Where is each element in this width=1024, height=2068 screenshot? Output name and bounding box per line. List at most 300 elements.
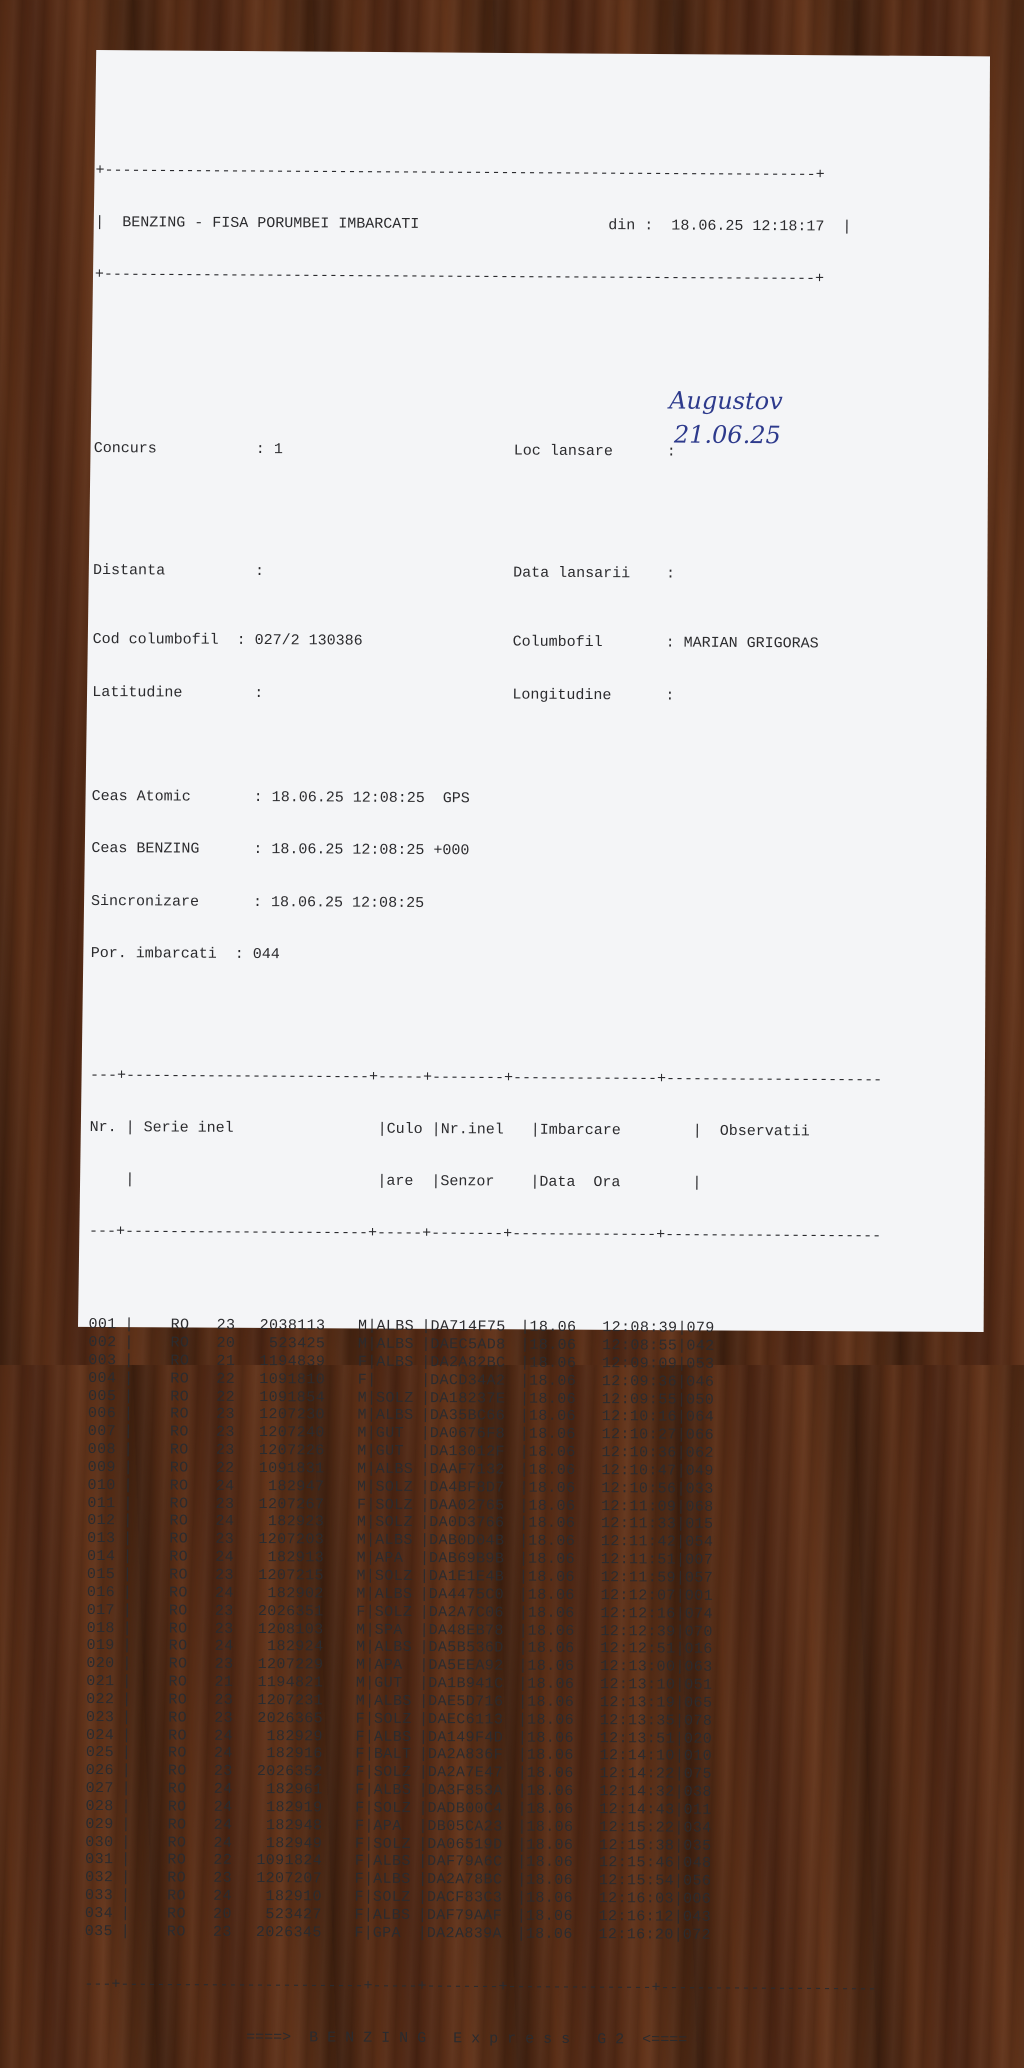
column-separator: | — [420, 1497, 429, 1514]
cell-sex: F — [323, 1746, 365, 1764]
cell-sex: M — [324, 1567, 366, 1585]
cell-inel: 1207231 — [233, 1692, 323, 1710]
column-separator: | — [676, 1516, 685, 1533]
column-separator: | — [367, 1318, 376, 1335]
column-separator: | — [420, 1514, 429, 1531]
cell-tara: RO — [133, 1352, 189, 1370]
cell-nr: 010 — [87, 1477, 123, 1495]
column-separator: | — [367, 1425, 376, 1442]
table-rule-mid: ---+---------------------------+-----+--------+----------------+------------------------ — [89, 1223, 929, 1246]
cell-nr: 031 — [85, 1851, 121, 1869]
column-separator: | — [675, 1766, 684, 1783]
cell-obs: 070 — [685, 1623, 745, 1641]
cell-inel: 1194821 — [233, 1674, 323, 1692]
cell-data: 18.06 — [528, 1551, 586, 1569]
cell-culoare: ALBS — [374, 1639, 419, 1657]
cell-data: 18.06 — [529, 1444, 587, 1462]
cell-senzor: DB05CA23 — [427, 1818, 517, 1836]
column-separator: | — [123, 1530, 132, 1547]
cell-ora: 12:10:36 — [587, 1444, 677, 1462]
cell-tara: RO — [131, 1709, 187, 1727]
column-separator: | — [366, 1585, 375, 1602]
column-separator: | — [367, 1461, 376, 1478]
cell-an: 23 — [189, 1317, 235, 1335]
cell-tara: RO — [131, 1745, 187, 1763]
cell-nr: 030 — [85, 1834, 121, 1852]
cell-sex: F — [322, 1871, 364, 1889]
por-imbarcati-label: Por. imbarcati — [91, 945, 235, 963]
cell-inel: 182924 — [233, 1638, 323, 1656]
cell-data: 18.06 — [527, 1783, 585, 1801]
column-separator: | — [123, 1584, 132, 1601]
column-separator: | — [674, 1837, 683, 1854]
cell-nr: 002 — [88, 1334, 124, 1352]
column-separator: | — [122, 1762, 131, 1779]
header-rule-top: +-------------------------------------------------------------------------------+ — [95, 162, 935, 185]
column-separator: | — [520, 1337, 529, 1354]
cell-an: 24 — [187, 1638, 233, 1656]
cell-inel: 182929 — [233, 1727, 323, 1745]
table-header-row-1: Nr. | Serie inel |Culo |Nr.inel |Imbarcare | Observatii — [90, 1119, 930, 1142]
column-separator: | — [418, 1818, 427, 1835]
column-separator: | — [419, 1782, 428, 1799]
col-serie-header: Serie inel — [144, 1119, 378, 1138]
cell-obs: 033 — [685, 1480, 745, 1498]
cell-senzor: DA149F4D — [428, 1729, 518, 1747]
cell-inel: 1207230 — [235, 1406, 325, 1424]
cell-inel: 182923 — [234, 1513, 324, 1531]
cod-columbofil-value: 027/2 130386 — [255, 632, 513, 651]
cell-inel: 1208103 — [234, 1620, 324, 1638]
cell-an: 23 — [188, 1602, 234, 1620]
concurs-label: Concurs — [94, 440, 238, 458]
cell-inel: 2026345 — [232, 1924, 322, 1942]
cell-obs: 072 — [683, 1926, 743, 1944]
cell-tara: RO — [130, 1816, 186, 1834]
cell-data: 18.06 — [529, 1426, 587, 1444]
column-separator: | — [675, 1694, 684, 1711]
column-separator: | — [421, 1425, 430, 1442]
cell-ora: 12:13:19 — [585, 1694, 675, 1712]
cell-an: 22 — [186, 1852, 232, 1870]
column-separator: | — [419, 1729, 428, 1746]
cell-culoare: BALT — [374, 1746, 419, 1764]
cell-culoare: SOLZ — [373, 1835, 418, 1853]
cell-senzor: DAE5D716 — [428, 1693, 518, 1711]
column-separator: | — [518, 1729, 527, 1746]
cell-culoare: APA — [373, 1818, 418, 1836]
cell-culoare: ALBS — [376, 1407, 421, 1425]
column-separator: | — [420, 1604, 429, 1621]
cell-culoare: SOLZ — [373, 1800, 418, 1818]
cell-ora: 12:12:16 — [586, 1605, 676, 1623]
cell-senzor: DADB00C4 — [427, 1800, 517, 1818]
ceas-benzing-line: Ceas BENZING : 18.06.25 12:08:25 +000 — [91, 840, 931, 863]
ceas-atomic-line: Ceas Atomic : 18.06.25 12:08:25 GPS — [92, 788, 932, 811]
cell-data: 18.06 — [526, 1801, 584, 1819]
cell-senzor: DAEC5AD8 — [430, 1336, 520, 1354]
column-separator: | — [420, 1550, 429, 1567]
cell-tara: RO — [131, 1638, 187, 1656]
cell-culoare: ALBS — [376, 1318, 421, 1336]
cell-ora: 12:14:10 — [585, 1747, 675, 1765]
cell-data: 18.06 — [527, 1765, 585, 1783]
cell-inel: 1194839 — [235, 1353, 325, 1371]
cell-an: 24 — [188, 1513, 234, 1531]
footer-line — [84, 2028, 924, 2051]
cell-sex: F — [323, 1764, 365, 1782]
column-separator: | — [518, 1658, 527, 1675]
table-rule-top: ---+---------------------------+-----+--------+----------------+------------------------ — [90, 1067, 930, 1090]
header-rule-bottom: +-------------------------------------------------------------------------------+ — [95, 266, 935, 289]
column-separator: | — [367, 1443, 376, 1460]
cell-obs: 042 — [686, 1338, 746, 1356]
cell-an: 23 — [189, 1442, 235, 1460]
column-separator: | — [121, 1923, 130, 1940]
column-separator: | — [517, 1801, 526, 1818]
header-title-line: | BENZING - FISA PORUMBEI IMBARCATI din : 18.06.25 12:18:17 | — [95, 214, 935, 237]
column-separator: | — [676, 1570, 685, 1587]
cell-tara: RO — [130, 1887, 186, 1905]
cell-obs: 006 — [683, 1891, 743, 1909]
cell-ora: 12:13:51 — [585, 1730, 675, 1748]
column-separator: | — [677, 1338, 686, 1355]
cell-data: 18.06 — [526, 1872, 584, 1890]
cell-an: 24 — [188, 1584, 234, 1602]
column-separator: | — [366, 1621, 375, 1638]
cell-sex: F — [325, 1353, 367, 1371]
column-separator: | — [122, 1745, 131, 1762]
column-separator: | — [123, 1620, 132, 1637]
cell-inel: 1091824 — [232, 1852, 322, 1870]
cell-obs: 074 — [685, 1605, 745, 1623]
table-body — [85, 1316, 929, 1946]
cell-data: 18.06 — [529, 1319, 587, 1337]
cell-ora: 12:15:38 — [584, 1837, 674, 1855]
cell-senzor: DAA02765 — [429, 1497, 519, 1515]
cell-obs: 046 — [686, 1373, 746, 1391]
column-separator: | — [519, 1515, 528, 1532]
cell-sex: M — [324, 1621, 366, 1639]
column-separator: | — [517, 1836, 526, 1853]
cell-data: 18.06 — [529, 1462, 587, 1480]
cell-senzor: DA5EEA92 — [428, 1657, 518, 1675]
column-separator: | — [674, 1819, 683, 1836]
column-separator: | — [518, 1676, 527, 1693]
column-separator: | — [518, 1640, 527, 1657]
cell-an: 24 — [186, 1834, 232, 1852]
column-separator: | — [517, 1925, 526, 1942]
cell-senzor: DA13012F — [430, 1443, 520, 1461]
column-separator: | — [366, 1514, 375, 1531]
cell-nr: 017 — [87, 1602, 123, 1620]
cell-nr: 009 — [88, 1459, 124, 1477]
col-nr-header: Nr. — [90, 1119, 126, 1137]
cell-obs: 043 — [683, 1909, 743, 1927]
cell-ora: 12:12:39 — [586, 1623, 676, 1641]
cell-tara: RO — [130, 1905, 186, 1923]
cell-obs: 016 — [684, 1641, 744, 1659]
cell-inel: 1207203 — [234, 1531, 324, 1549]
cell-data: 18.06 — [528, 1533, 586, 1551]
cell-an: 24 — [186, 1888, 232, 1906]
cell-ora: 12:15:46 — [584, 1854, 674, 1872]
column-separator: | — [518, 1711, 527, 1728]
column-separator: | — [675, 1677, 684, 1694]
cell-senzor: DAF79AAF — [427, 1907, 517, 1925]
distanta-line: Distanta : Data lansarii : — [93, 562, 933, 585]
cell-nr: 014 — [87, 1548, 123, 1566]
column-separator: | — [365, 1728, 374, 1745]
column-separator: | — [676, 1623, 685, 1640]
cell-data: 18.06 — [528, 1479, 586, 1497]
sincronizare-value: 18.06.25 12:08:25 — [271, 894, 424, 912]
column-separator: | — [675, 1712, 684, 1729]
cell-culoare: ALBS — [375, 1532, 420, 1550]
cell-inel: 182902 — [234, 1585, 324, 1603]
cell-ora: 12:10:16 — [587, 1408, 677, 1426]
column-separator: | — [677, 1373, 686, 1390]
cell-obs: 075 — [684, 1766, 744, 1784]
cell-inel: 182961 — [233, 1781, 323, 1799]
cell-nr: 022 — [86, 1691, 122, 1709]
column-separator: | — [366, 1532, 375, 1549]
cell-culoare: GUT — [376, 1425, 421, 1443]
column-separator: | — [124, 1370, 133, 1387]
cell-obs: 015 — [685, 1516, 745, 1534]
cell-an: 24 — [188, 1477, 234, 1495]
cell-senzor: DA35BC66 — [430, 1407, 520, 1425]
cell-an: 22 — [189, 1388, 235, 1406]
cell-an: 23 — [188, 1495, 234, 1513]
cell-nr: 004 — [88, 1370, 124, 1388]
cell-culoare: ALBS — [373, 1871, 418, 1889]
cell-senzor: DA4BF8D7 — [429, 1479, 519, 1497]
cell-data: 18.06 — [527, 1694, 585, 1712]
cell-ora: 12:08:55 — [587, 1337, 677, 1355]
cell-an: 23 — [188, 1531, 234, 1549]
column-separator: | — [366, 1568, 375, 1585]
cell-obs: 063 — [684, 1659, 744, 1677]
column-separator: | — [367, 1354, 376, 1371]
cell-senzor: DA1B941C — [428, 1675, 518, 1693]
column-separator: | — [676, 1587, 685, 1604]
cell-sex: F — [323, 1710, 365, 1728]
cell-nr: 019 — [86, 1637, 122, 1655]
cell-obs: 001 — [685, 1587, 745, 1605]
cell-tara: RO — [131, 1727, 187, 1745]
cell-sex: F — [322, 1889, 364, 1907]
column-separator: | — [676, 1498, 685, 1515]
column-separator: | — [364, 1907, 373, 1924]
cell-sex: M — [324, 1514, 366, 1532]
column-separator: | — [520, 1354, 529, 1371]
cell-nr: 003 — [88, 1352, 124, 1370]
cell-tara: RO — [130, 1798, 186, 1816]
cell-obs: 050 — [686, 1391, 746, 1409]
table-header-row-2: | |are |Senzor |Data Ora | — [89, 1171, 929, 1194]
cell-sex: F — [322, 1924, 364, 1942]
cell-tara: RO — [132, 1566, 188, 1584]
cell-data: 18.06 — [527, 1658, 585, 1676]
cell-inel: 2038113 — [235, 1317, 325, 1335]
cell-an: 21 — [189, 1352, 235, 1370]
cell-data: 18.06 — [529, 1408, 587, 1426]
column-separator: | — [122, 1638, 131, 1655]
cell-obs: 011 — [683, 1802, 743, 1820]
column-separator: | — [418, 1889, 427, 1906]
column-separator: | — [418, 1907, 427, 1924]
cell-sex: M — [325, 1442, 367, 1460]
cell-ora: 12:15:54 — [584, 1872, 674, 1890]
cell-sex: F — [324, 1496, 366, 1514]
cell-sex: F — [323, 1782, 365, 1800]
col-senzor-header-1: Nr.inel — [441, 1121, 531, 1139]
column-separator: | — [675, 1641, 684, 1658]
cell-inel: 182919 — [232, 1799, 322, 1817]
cell-culoare: SOLZ — [375, 1603, 420, 1621]
cell-tara: RO — [133, 1441, 189, 1459]
cell-ora: 12:12:07 — [586, 1587, 676, 1605]
column-separator: | — [365, 1710, 374, 1727]
cell-inel: 1207215 — [234, 1567, 324, 1585]
column-separator: | — [365, 1657, 374, 1674]
cell-nr: 035 — [85, 1923, 121, 1941]
cell-obs: 049 — [686, 1463, 746, 1481]
printed-date: 18.06.25 12:18:17 — [671, 217, 824, 235]
cell-sex: F — [322, 1817, 364, 1835]
cell-inel: 523425 — [235, 1335, 325, 1353]
loc-lansare-handwritten: Augustov — [669, 393, 783, 411]
cell-culoare: SOLZ — [375, 1568, 420, 1586]
cell-inel: 1207267 — [234, 1495, 324, 1513]
column-separator: | — [518, 1765, 527, 1782]
cell-an: 24 — [187, 1745, 233, 1763]
cell-data: 18.06 — [529, 1390, 587, 1408]
cell-inel: 1091854 — [235, 1388, 325, 1406]
cell-senzor: DA714F75 — [430, 1318, 520, 1336]
column-separator: | — [520, 1408, 529, 1425]
cell-sex: M — [325, 1407, 367, 1425]
cell-tara: RO — [130, 1870, 186, 1888]
cell-nr: 013 — [87, 1530, 123, 1548]
column-separator: | — [517, 1872, 526, 1889]
cell-sex: M — [323, 1674, 365, 1692]
column-separator: | — [366, 1603, 375, 1620]
cell-nr: 015 — [87, 1566, 123, 1584]
cell-data: 18.06 — [529, 1337, 587, 1355]
cell-nr: 025 — [86, 1744, 122, 1762]
column-separator: | — [421, 1336, 430, 1353]
cell-an: 23 — [188, 1567, 234, 1585]
column-separator: | — [675, 1784, 684, 1801]
column-separator: | — [419, 1657, 428, 1674]
column-separator: | — [675, 1659, 684, 1676]
column-separator: | — [121, 1816, 130, 1833]
cell-sex: M — [323, 1657, 365, 1675]
cell-inel: 182949 — [232, 1834, 322, 1852]
column-separator: | — [124, 1423, 133, 1440]
distanta-label: Distanta — [93, 562, 237, 580]
cell-culoare: APA — [375, 1550, 420, 1568]
cell-senzor: DACF83C3 — [427, 1889, 517, 1907]
loc-lansare-label: Loc lansare — [514, 443, 658, 461]
cell-culoare: ALBS — [376, 1336, 421, 1354]
cell-inel: 182948 — [232, 1817, 322, 1835]
ceas-atomic-label: Ceas Atomic — [92, 788, 236, 806]
cell-tara: RO — [131, 1655, 187, 1673]
cell-inel: 1207207 — [232, 1870, 322, 1888]
cell-sex: F — [325, 1371, 367, 1389]
column-separator: | — [419, 1675, 428, 1692]
cell-sex: F — [324, 1603, 366, 1621]
columbofil-value: MARIAN GRIGORAS — [684, 635, 819, 653]
cell-culoare: GUT — [376, 1443, 421, 1461]
column-separator: | — [365, 1693, 374, 1710]
column-separator: | — [367, 1336, 376, 1353]
cell-obs: 038 — [684, 1784, 744, 1802]
cell-obs: 065 — [684, 1694, 744, 1712]
cell-nr: 026 — [86, 1762, 122, 1780]
column-separator: | — [121, 1887, 130, 1904]
cell-senzor: DA2A7C06 — [429, 1604, 519, 1622]
info-block — [90, 405, 934, 1002]
cell-an: 23 — [187, 1656, 233, 1674]
cell-tara: RO — [133, 1423, 189, 1441]
column-separator: | — [421, 1461, 430, 1478]
cell-culoare: ALBS — [373, 1853, 418, 1871]
cell-data: 18.06 — [527, 1676, 585, 1694]
cell-data: 18.06 — [527, 1729, 585, 1747]
column-separator: | — [677, 1391, 686, 1408]
cell-data: 18.06 — [526, 1836, 584, 1854]
cell-ora: 12:14:22 — [585, 1765, 675, 1783]
cell-sex: F — [322, 1835, 364, 1853]
cell-senzor: DAEC6113 — [428, 1711, 518, 1729]
cell-obs: 010 — [684, 1748, 744, 1766]
column-separator: | — [421, 1318, 430, 1335]
cell-culoare: GUT — [374, 1675, 419, 1693]
column-separator: | — [674, 1891, 683, 1908]
column-separator: | — [418, 1925, 427, 1942]
cell-nr: 021 — [86, 1673, 122, 1691]
cell-senzor: DA4475C0 — [429, 1586, 519, 1604]
longitudine-label: Longitudine — [512, 686, 656, 704]
cell-data: 18.06 — [527, 1711, 585, 1729]
column-separator: | — [121, 1869, 130, 1886]
cell-tara: RO — [130, 1923, 186, 1941]
concurs-value: 1 — [274, 441, 514, 460]
cell-nr: 001 — [88, 1316, 124, 1334]
cell-sex: M — [324, 1585, 366, 1603]
cell-senzor: DA2A7E47 — [428, 1764, 518, 1782]
cell-senzor: DA06519D — [427, 1836, 517, 1854]
column-separator: | — [675, 1748, 684, 1765]
cell-inel: 182913 — [234, 1549, 324, 1567]
cell-an: 23 — [186, 1923, 232, 1941]
cell-tara: RO — [133, 1370, 189, 1388]
cell-senzor: DA2A839A — [427, 1925, 517, 1943]
column-separator: | — [365, 1782, 374, 1799]
column-separator: | — [124, 1441, 133, 1458]
column-separator: | — [419, 1764, 428, 1781]
column-separator: | — [366, 1496, 375, 1513]
cell-culoare: SOLZ — [375, 1478, 420, 1496]
cell-obs: 034 — [683, 1819, 743, 1837]
cell-senzor: DAB0D04B — [429, 1532, 519, 1550]
cell-obs: 053 — [686, 1355, 746, 1373]
col-imbarcare-header-1: Imbarcare — [540, 1121, 693, 1139]
